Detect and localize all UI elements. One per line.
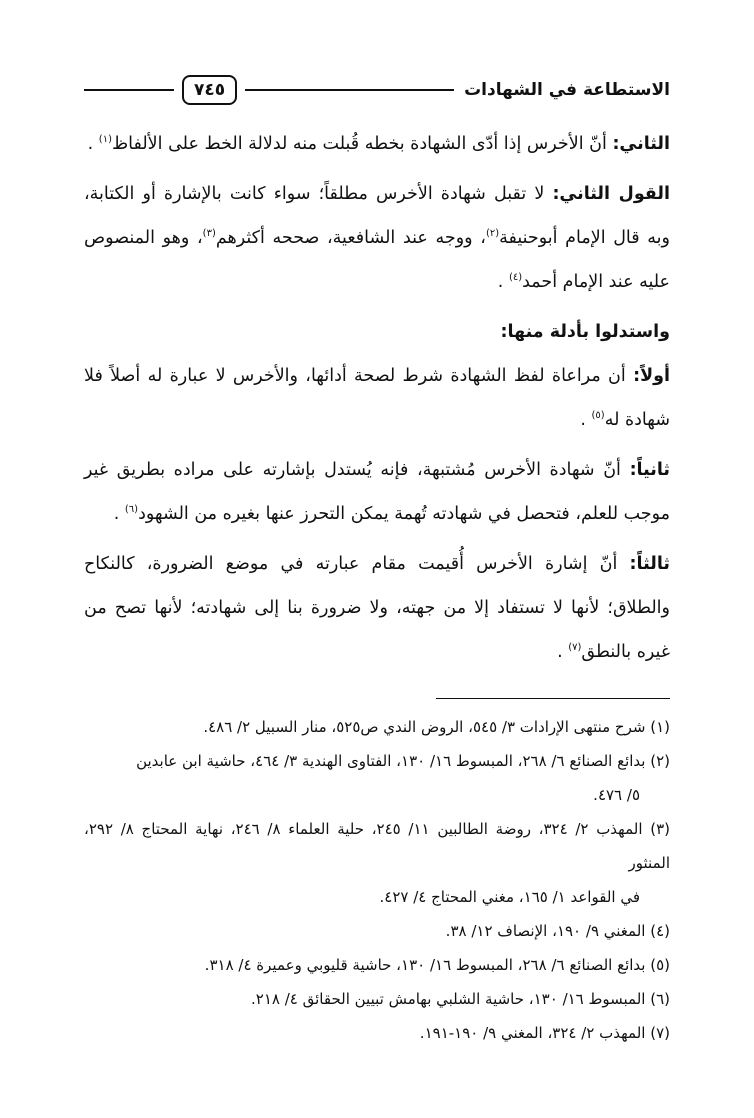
footnote-ref[interactable]: (٣) (202, 228, 216, 240)
paragraph-text: لا تقبل شهادة الأخرس مطلقاً؛ سواء كانت بالإشارة أو الكتابة، وبه قال الإمام أبوحنيفة (84, 184, 671, 248)
period: . (580, 410, 586, 430)
page-number: ٧٤٥ (182, 75, 237, 105)
footnote-5: (٥) بدائع الصنائع ٦/ ٢٦٨، المبسوط ١٦/ ١٣٠، حاشية قليوبي وعميرة ٤/ ٣١٨. (204, 956, 670, 974)
paragraph-text: ، وهو المنصوص عليه عند الإمام أحمد (84, 228, 670, 292)
paragraph-label: الثاني: (612, 134, 670, 154)
paragraph-text: ، ووجه عند الشافعية، صححه أكثرهم (215, 228, 486, 248)
paragraph-label: ثالثاً: (629, 554, 670, 574)
paragraph-text: أن مراعاة لفظ الشهادة شرط لصحة أدائها، والأخرس لا عبارة له أصلاً فلا شهادة له (84, 366, 670, 430)
footnote-6: (٦) المبسوط ١٦/ ١٣٠، حاشية الشلبي بهامش تبيين الحقائق ٤/ ٢١٨. (250, 990, 670, 1008)
header-rule-short (84, 89, 174, 91)
footnote-ref[interactable]: (١) (98, 134, 112, 146)
running-title: الاستطاعة في الشهادات (464, 80, 670, 100)
paragraph-text: أنّ إشارة الأخرس أُقيمت مقام عبارته في موضع الضرورة، كالنكاح والطلاق؛ لأنها لا تستفاد إلا من جهته، ولا ضرورة بنا إلى شهادته؛ لأنها تصح من غيره بالنطق (84, 554, 670, 662)
paragraph-label: ثانياً: (629, 460, 670, 480)
paragraph-second-opinion (84, 172, 670, 304)
period: . (557, 642, 563, 662)
period: . (113, 504, 120, 524)
footnote-ref[interactable]: (٧) (568, 642, 582, 654)
footnote-2: (٢) بدائع الصنائع ٦/ ٢٦٨، المبسوط ١٦/ ١٣٠، الفتاوى الهندية ٣/ ٤٦٤، حاشية ابن عابدين (136, 752, 670, 770)
footnote-2-continued: ٥/ ٤٧٦. (593, 786, 640, 804)
footnote-ref[interactable]: (٥) (591, 410, 605, 422)
footnote-separator (436, 698, 670, 699)
section-heading: واستدلوا بأدلة منها: (500, 322, 670, 342)
paragraph-label: أولاً: (633, 366, 670, 386)
footnote-3: (٣) المهذب ٢/ ٣٢٤، روضة الطالبين ١١/ ٢٤٥، حلية العلماء ٨/ ٢٤٦، نهاية المحتاج ٨/ ٢٩٢، المنثور (84, 820, 670, 872)
footnote-1: (١) شرح منتهى الإرادات ٣/ ٥٤٥، الروض الندي ص٥٢٥، منار السبيل ٢/ ٤٨٦. (203, 718, 670, 736)
footnote-ref[interactable]: (٦) (124, 504, 139, 516)
paragraph-third-evidence (84, 542, 670, 674)
paragraph-second-evidence (84, 448, 670, 536)
paragraph-label: القول الثاني: (552, 184, 670, 204)
paragraph-first-evidence (84, 354, 670, 442)
footnote-ref[interactable]: (٤) (508, 272, 523, 284)
footnote-4: (٤) المغني ٩/ ١٩٠، الإنصاف ١٢/ ٣٨. (445, 922, 670, 940)
footnote-ref[interactable]: (٢) (485, 228, 500, 240)
period: . (497, 272, 504, 292)
period: . (87, 134, 94, 154)
evidence-heading (84, 310, 670, 354)
page-header (84, 72, 670, 108)
footnotes (84, 710, 670, 1050)
main-text (84, 122, 670, 674)
paragraph-second (84, 122, 670, 166)
paragraph-text: أنّ الأخرس إذا أدّى الشهادة بخطه قُبلت منه لدلالة الخط على الألفاظ (111, 134, 607, 154)
header-rule (245, 89, 454, 91)
footnote-3-continued: في القواعد ١/ ١٦٥، مغني المحتاج ٤/ ٤٢٧. (379, 888, 640, 906)
paragraph-text: أنّ شهادة الأخرس مُشتبهة، فإنه يُستدل بإشارته على مراده بطريق غير موجب للعلم، فتحصل في شهادته تُهمة يمكن التحرز عنها بغيره من الشهود (84, 460, 670, 524)
footnote-7: (٧) المهذب ٢/ ٣٢٤، المغني ٩/ ١٩٠-١٩١. (419, 1024, 670, 1042)
